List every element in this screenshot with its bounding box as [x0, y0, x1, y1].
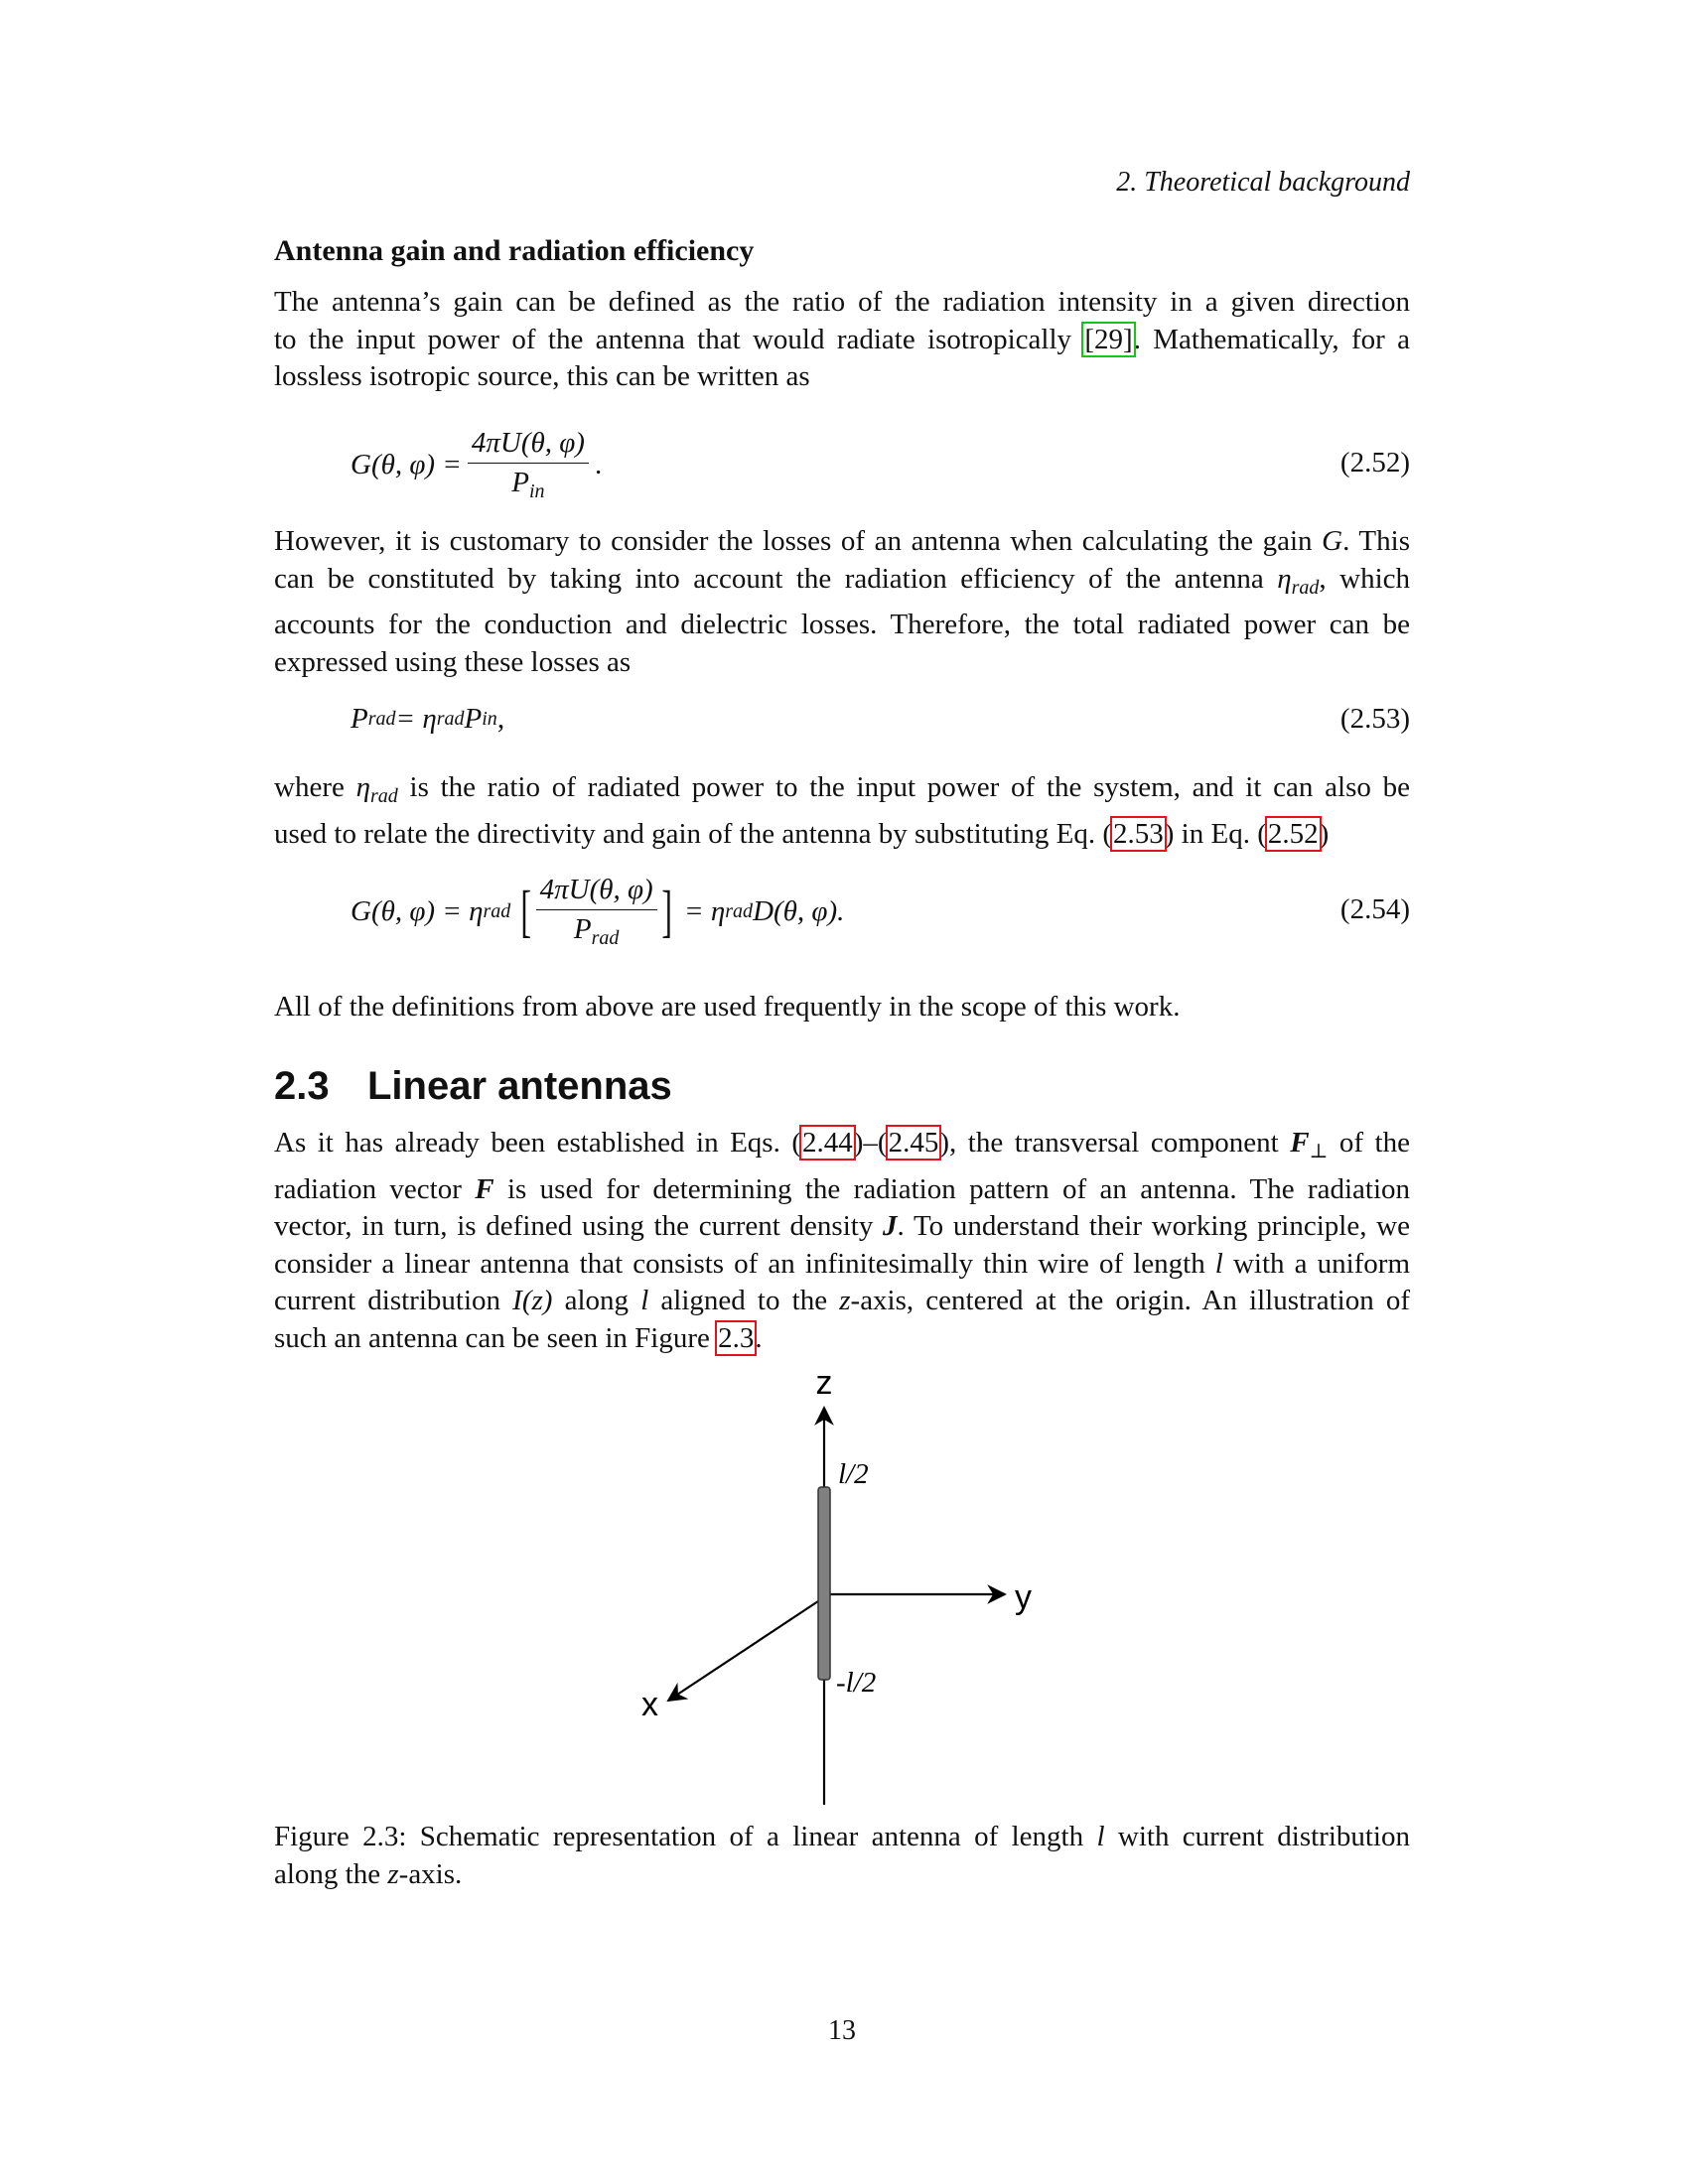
subscript: rad — [369, 785, 398, 807]
equation-body — [351, 703, 504, 736]
text-span: along the — [274, 1857, 388, 1890]
paragraph-summary — [274, 989, 1410, 1026]
math-symbol: l — [1096, 1821, 1105, 1852]
antenna-wire — [818, 1487, 830, 1680]
paragraph-efficiency — [274, 769, 1410, 853]
text-line — [274, 769, 1410, 816]
text-span: is the ratio of radiated power to the input power of the system, and it can also be — [397, 771, 1410, 803]
text-span: can be constituted by taking into account the radiation efficiency of the antenna — [274, 562, 1278, 595]
x-axis-label: x — [641, 1686, 658, 1723]
text-line: accounts for the conduction and dielectric losses. Therefore, the total radiated power can be — [274, 609, 1410, 640]
equation-number: (2.54) — [1339, 893, 1410, 925]
subscript: rad — [483, 899, 511, 922]
section-heading — [274, 1064, 672, 1109]
fraction — [468, 427, 589, 503]
subscript: rad — [436, 708, 465, 730]
symbol: P — [573, 912, 592, 945]
paragraph-losses — [274, 523, 1410, 681]
text-span: ) in Eq. ( — [1164, 817, 1267, 850]
figure-linear-antenna — [274, 1358, 1410, 1805]
text-span: with current distribution — [1104, 1821, 1410, 1852]
text-line — [274, 1283, 1410, 1320]
text-span: where — [274, 771, 356, 803]
math-symbol: z — [387, 1857, 399, 1890]
text-line — [274, 322, 1410, 359]
text-span: of the — [1328, 1127, 1410, 1159]
equation-rhs-tail: D(θ, φ). — [753, 894, 845, 927]
antenna-diagram — [274, 1358, 1410, 1805]
math-symbol: l — [640, 1285, 649, 1316]
punctuation: . — [594, 448, 603, 480]
y-axis-label: y — [1015, 1578, 1032, 1616]
math-symbol: η — [1277, 562, 1292, 595]
text-span: ), the transversal component — [939, 1127, 1291, 1159]
fraction-numerator: 4πU(θ, φ) — [536, 874, 657, 910]
subscript: ⊥ — [1309, 1141, 1329, 1162]
text-span: . This — [1342, 525, 1410, 557]
text-span: consider a linear antenna that consists of an infinitesimally thin wire of length — [274, 1247, 1215, 1280]
section-number: 2.3 — [274, 1064, 330, 1108]
running-head: 2. Theoretical background — [1116, 167, 1410, 198]
left-bracket: [ — [520, 879, 532, 943]
text-span: As it has already been established in Eqs. ( — [274, 1127, 802, 1159]
text-span: is used for determining the radiation pattern of an antenna. The radiation — [493, 1172, 1411, 1205]
text-span: However, it is customary to consider the losses of an antenna when calculating the gain — [274, 525, 1323, 557]
text-line — [274, 1208, 1410, 1246]
equation-number: (2.53) — [1339, 703, 1410, 735]
text-span: . To understand their working principle, we — [897, 1210, 1410, 1242]
x-axis-arrow — [668, 1597, 824, 1701]
math-vector: F — [475, 1172, 494, 1205]
text-line: All of the definitions from above are used frequently in the scope of this work. — [274, 991, 1181, 1023]
text-span: aligned to the — [648, 1285, 840, 1316]
fraction-numerator: 4πU(θ, φ) — [468, 427, 589, 464]
text-span: along — [552, 1285, 641, 1316]
math-symbol: l — [1214, 1247, 1223, 1280]
fraction-denominator — [574, 910, 620, 950]
text-line — [274, 816, 1410, 854]
paragraph-gain-definition — [274, 284, 1410, 396]
text-span: such an antenna can be seen in Figure — [274, 1321, 718, 1354]
math-symbol: G — [1322, 525, 1343, 557]
text-line — [274, 561, 1410, 608]
equation-2-52 — [274, 425, 1410, 504]
equation-2-53 — [274, 703, 1410, 743]
page-number: 13 — [828, 2015, 856, 2046]
fraction — [536, 874, 657, 950]
equation-body — [351, 870, 844, 953]
text-line — [274, 1171, 1410, 1209]
text-span: vector, in turn, is defined using the current density — [274, 1210, 884, 1242]
text-span: ) — [1319, 817, 1330, 850]
text-line — [274, 1125, 1410, 1171]
subscript: rad — [591, 926, 620, 949]
equation-rhs: = η — [684, 894, 726, 927]
math-symbol: η — [355, 771, 370, 803]
equation-link[interactable]: 2.44 — [802, 1127, 853, 1159]
text-line — [274, 1320, 1410, 1358]
text-span: radiation vector — [274, 1172, 476, 1205]
math-symbol: I(z) — [512, 1285, 553, 1316]
text-line: The antenna’s gain can be defined as the ratio of the radiation intensity in a given direction — [274, 286, 1410, 318]
text-span: -axis. — [398, 1857, 463, 1890]
fraction-denominator — [511, 464, 544, 503]
equation-link[interactable]: 2.53 — [1113, 817, 1164, 850]
equation-lhs: G(θ, φ) = η — [351, 894, 484, 927]
text-span: . Mathematically, for a — [1133, 323, 1410, 355]
label-half-length: l/2 — [838, 1458, 869, 1490]
text-line — [274, 523, 1410, 561]
right-bracket: ] — [661, 879, 672, 943]
paper-page — [274, 0, 1410, 2184]
subscript: rad — [367, 708, 396, 730]
subscript: rad — [1291, 576, 1320, 599]
text-span: to the input power of the antenna that would radiate isotropically — [274, 323, 1084, 355]
math-symbol: P — [351, 703, 368, 735]
caption-text — [274, 1819, 1410, 1893]
text-line: expressed using these losses as — [274, 645, 632, 678]
math-symbol: P — [464, 703, 483, 735]
citation-link[interactable]: [29] — [1084, 323, 1133, 355]
text-line: lossless isotropic source, this can be written as — [274, 360, 810, 392]
math-vector: F — [1290, 1127, 1310, 1159]
text-line — [274, 1246, 1410, 1284]
text-line — [274, 1819, 1410, 1856]
equation-2-54 — [274, 870, 1410, 953]
punctuation: , — [496, 703, 505, 735]
subscript: in — [528, 479, 545, 502]
figure-caption — [274, 1819, 1410, 1893]
paragraph-linear-antennas — [274, 1125, 1410, 1357]
text-span: used to relate the directivity and gain of the antenna by substituting Eq. ( — [274, 817, 1113, 850]
math-vector: J — [883, 1210, 898, 1242]
text-span: )–( — [853, 1127, 888, 1159]
text-line — [274, 1856, 1410, 1894]
text-span: current distribution — [274, 1285, 513, 1316]
subsection-title: Antenna gain and radiation efficiency — [274, 234, 755, 267]
label-negative-half-length: -l/2 — [836, 1667, 877, 1699]
equation-link[interactable]: 2.45 — [888, 1127, 939, 1159]
subscript: rad — [725, 899, 754, 922]
text-span: Figure 2.3: Schematic representation of a linear antenna of length — [274, 1821, 1097, 1852]
math-symbol: = η — [395, 703, 437, 735]
equation-lhs: G(θ, φ) = — [351, 448, 462, 480]
text-span: , which — [1319, 562, 1411, 595]
text-span: with a uniform — [1222, 1247, 1410, 1280]
subscript: in — [482, 708, 497, 730]
math-symbol: z — [839, 1285, 851, 1316]
equation-body — [351, 425, 602, 504]
text-span: -axis, centered at the origin. An illustration of — [850, 1285, 1411, 1316]
equation-number: (2.52) — [1339, 447, 1410, 478]
equation-link[interactable]: 2.52 — [1267, 817, 1319, 850]
figure-link[interactable]: 2.3 — [718, 1321, 755, 1354]
z-axis-label: z — [815, 1364, 833, 1402]
text-span: . — [755, 1321, 763, 1354]
symbol: P — [511, 466, 529, 498]
section-title: Linear antennas — [367, 1064, 672, 1108]
